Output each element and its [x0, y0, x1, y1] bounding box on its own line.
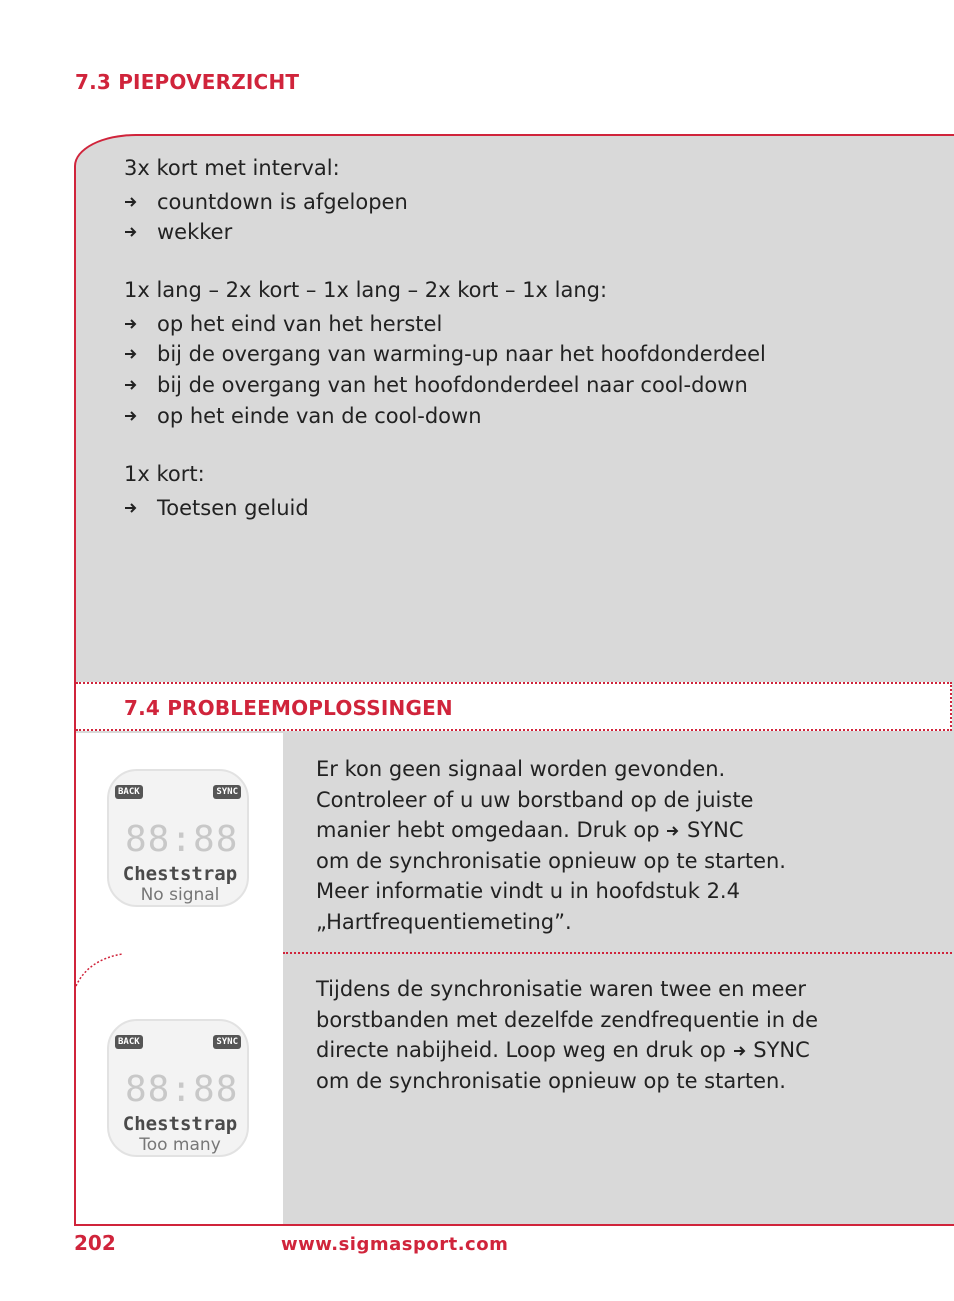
problem-description-1: Er kon geen signaal worden gevonden. Controleer of u uw borstband op de juiste manier hebt omgedaan. Druk op SYNC om de synchronisatie opnieuw op te starten. Meer informatie vindt u in hoofdstuk 2.4 „Hartfrequentiemeting”.	[316, 757, 786, 934]
back-label: BACK	[115, 785, 143, 799]
beep-group-heading: 1x lang – 2x kort – 1x lang – 2x kort – 1x lang:	[124, 278, 608, 302]
arrow-right-icon	[666, 824, 680, 838]
arrow-right-icon	[124, 501, 157, 515]
list-item: bij de overgang van het hoofdonderdeel naar cool-down	[124, 370, 766, 401]
list-item: countdown is afgelopen	[124, 187, 408, 218]
problem-description-2: Tijdens de synchronisatie waren twee en meer borstbanden met dezelfde zendfrequentie in de directe nabijheid. Loop weg en druk op SYNC om de synchronisatie opnieuw op te starten.	[316, 977, 819, 1093]
corner-curve-decoration	[74, 952, 124, 988]
list-item: bij de overgang van warming-up naar het hoofdonderdeel	[124, 339, 766, 370]
arrow-right-icon	[124, 225, 157, 239]
list-item: wekker	[124, 217, 408, 248]
back-label: BACK	[115, 1035, 143, 1049]
beep-group-heading: 3x kort met interval:	[124, 156, 340, 180]
section-title-7-4: 7.4 PROBLEEMOPLOSSINGEN	[124, 696, 453, 720]
arrow-right-icon	[124, 378, 157, 392]
arrow-right-icon	[733, 1044, 747, 1058]
section-title-7-3: 7.3 PIEPOVERZICHT	[75, 70, 300, 94]
beep-group-heading: 1x kort:	[124, 462, 205, 486]
lcd-line-2: No signal	[140, 885, 220, 905]
list-item: op het einde van de cool-down	[124, 400, 766, 431]
section-header-band	[76, 682, 952, 731]
beep-group-2	[124, 278, 766, 431]
website-link[interactable]: www.sigmasport.com	[281, 1234, 509, 1255]
arrow-right-icon	[124, 409, 157, 423]
lcd-line-2: Too many	[139, 1135, 221, 1155]
device-display-too-many	[103, 1013, 253, 1163]
sync-label: SYNC	[213, 1035, 241, 1049]
arrow-right-icon	[124, 195, 157, 209]
list-item: op het eind van het herstel	[124, 309, 766, 340]
beep-group-1	[124, 156, 408, 248]
lcd-digits: 88:88	[125, 1069, 239, 1110]
beep-group-3	[124, 462, 309, 523]
row-divider	[283, 952, 952, 954]
lcd-line-1: Cheststrap	[122, 1113, 238, 1135]
arrow-right-icon	[124, 347, 157, 361]
device-display-no-signal	[103, 763, 253, 913]
lcd-line-1: Cheststrap	[122, 863, 238, 885]
sync-label: SYNC	[213, 785, 241, 799]
arrow-right-icon	[124, 317, 157, 331]
lcd-digits: 88:88	[125, 819, 239, 860]
page-number: 202	[74, 1231, 116, 1255]
list-item: Toetsen geluid	[124, 493, 309, 524]
